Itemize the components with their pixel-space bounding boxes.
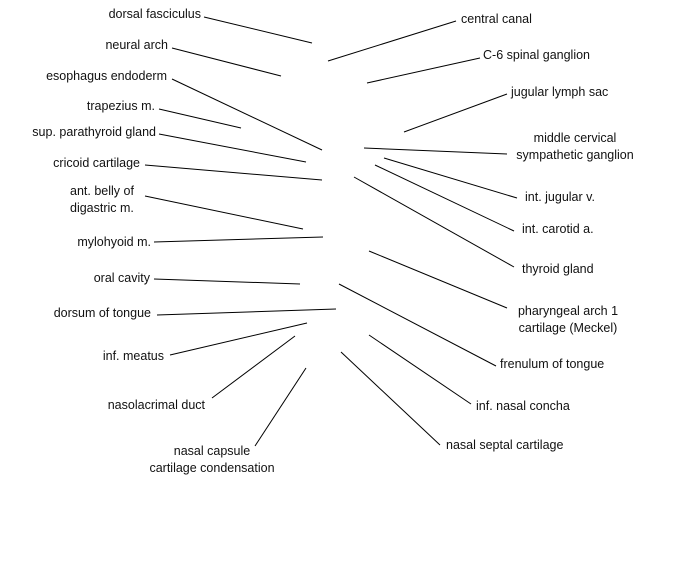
leader-digastric [145, 196, 303, 229]
label-mid-cervical [500, 130, 650, 164]
label-digastric [70, 183, 134, 217]
leader-sup-parathyroid [159, 134, 306, 162]
leader-esophagus-endoderm [172, 79, 322, 150]
leader-mylohyoid [154, 237, 323, 242]
label-meckel-line1: pharyngeal arch 1 [517, 304, 619, 318]
label-nasolacrimal: nasolacrimal duct [107, 398, 205, 412]
label-c6-ganglion: C-6 spinal ganglion [483, 48, 591, 62]
label-int-jugular: int. jugular v. [525, 190, 595, 204]
label-dorsum-tongue: dorsum of tongue [53, 306, 151, 320]
label-nasal-capsule-line1: nasal capsule [173, 444, 251, 458]
leader-dorsum-tongue [157, 309, 336, 315]
leader-jugular-lymph [404, 94, 507, 132]
leader-int-carotid [375, 165, 514, 231]
label-central-canal: central canal [461, 12, 532, 26]
leader-oral-cavity [154, 279, 300, 284]
label-trapezius: trapezius m. [86, 99, 155, 113]
label-neural-arch: neural arch [105, 38, 168, 52]
leader-meckel [369, 251, 507, 308]
label-meckel [493, 303, 643, 337]
label-digastric-line2: digastric m. [70, 201, 134, 215]
leader-nasal-capsule [255, 368, 306, 446]
label-nasal-capsule [126, 443, 298, 477]
label-int-carotid: int. carotid a. [522, 222, 594, 236]
leader-dorsal-fasciculus [204, 17, 312, 43]
leader-trapezius [159, 109, 241, 128]
leader-inf-meatus [170, 323, 307, 355]
label-digastric-line1: ant. belly of [70, 184, 134, 198]
label-cricoid: cricoid cartilage [53, 156, 140, 170]
label-meckel-line2: cartilage (Meckel) [518, 321, 618, 335]
leader-int-jugular [384, 158, 517, 198]
label-sup-parathyroid: sup. parathyroid gland [32, 125, 156, 139]
leader-nasal-septal [341, 352, 440, 445]
label-inf-meatus: inf. meatus [102, 349, 164, 363]
leader-c6-ganglion [367, 58, 480, 83]
label-esophagus-endoderm: esophagus endoderm [46, 69, 167, 83]
label-oral-cavity: oral cavity [93, 271, 150, 285]
leader-neural-arch [172, 48, 281, 76]
leader-cricoid [145, 165, 322, 180]
label-nasal-septal: nasal septal cartilage [446, 438, 564, 452]
label-jugular-lymph: jugular lymph sac [511, 85, 609, 99]
label-mid-cervical-line2: sympathetic ganglion [516, 148, 634, 162]
leader-nasolacrimal [212, 336, 295, 398]
label-inf-concha: inf. nasal concha [476, 399, 570, 413]
label-nasal-capsule-line2: cartilage condensation [149, 461, 275, 475]
label-mid-cervical-line1: middle cervical [533, 131, 617, 145]
label-mylohyoid: mylohyoid m. [77, 235, 151, 249]
label-thyroid: thyroid gland [522, 262, 594, 276]
leader-thyroid [354, 177, 514, 267]
leader-mid-cervical [364, 148, 507, 154]
label-frenulum: frenulum of tongue [500, 357, 605, 371]
leader-frenulum [339, 284, 496, 366]
leader-central-canal [328, 21, 456, 61]
label-dorsal-fasciculus: dorsal fasciculus [108, 7, 201, 21]
